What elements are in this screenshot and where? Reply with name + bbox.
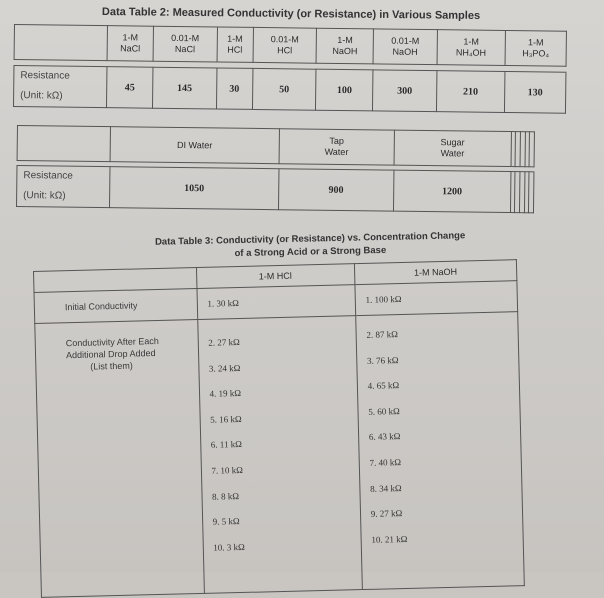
naoh-values-list <box>366 326 523 560</box>
resistance-label <box>17 166 110 208</box>
resistance-label-text: Resistance <box>20 70 70 82</box>
list-item: 10. 3 kΩ <box>213 541 245 553</box>
list-item: 10. 21 kΩ <box>371 533 408 545</box>
sample-header: Sugar Water <box>394 130 511 166</box>
table-cell-empty <box>17 126 110 162</box>
sample-header: DI Water <box>110 127 279 164</box>
column-header-hcl: 1-M HCl <box>196 264 355 289</box>
hcl-values-list <box>208 334 361 568</box>
initial-conductivity-label: Initial Conductivity <box>34 289 197 324</box>
list-item: 9. 27 kΩ <box>370 508 403 519</box>
resistance-value: 130 <box>504 72 566 114</box>
initial-naoh-value: 1. 100 kΩ <box>355 281 518 316</box>
list-item: 7. 40 kΩ <box>369 457 402 468</box>
sample-header: 0.01-M HCl <box>253 27 317 63</box>
list-item: 2. 27 kΩ <box>208 336 240 348</box>
sample-header: 1-M NH₄OH <box>437 30 506 66</box>
data-table-2 <box>13 24 567 114</box>
table2-title: Data Table 2: Measured Conductivity (or Resistance) in Various Samples <box>101 6 481 22</box>
list-item: 4. 65 kΩ <box>367 380 400 392</box>
table2b-resistance-row <box>17 166 534 213</box>
after-drops-label-line3: (List them) <box>90 360 133 372</box>
list-item: 9. 5 kΩ <box>212 516 240 527</box>
list-item: 6. 11 kΩ <box>210 439 243 451</box>
sample-header: 1-M NaCl <box>107 26 153 62</box>
sample-header: 1-M H₃PO₄ <box>505 31 566 67</box>
sample-header: Tap Water <box>279 129 395 165</box>
sample-header: 0.01-M NaCl <box>153 26 217 62</box>
resistance-value <box>529 172 534 213</box>
resistance-value: 100 <box>316 69 373 111</box>
list-item: 5. 16 kΩ <box>210 413 242 425</box>
resistance-label <box>13 66 106 108</box>
resistance-label-text: Resistance <box>23 170 73 182</box>
list-item: 3. 24 kΩ <box>208 362 241 374</box>
after-drops-row <box>35 312 525 598</box>
sample-header: 1-M HCl <box>217 27 254 62</box>
hcl-values-cell <box>197 316 362 594</box>
list-item: 8. 8 kΩ <box>211 490 240 502</box>
list-item: 2. 87 kΩ <box>366 329 398 340</box>
table3-title-line2: of a Strong Acid or a Strong Base <box>234 244 387 260</box>
list-item: 4. 19 kΩ <box>209 388 242 399</box>
initial-hcl-value: 1. 30 kΩ <box>197 285 356 320</box>
resistance-value: 900 <box>278 169 394 211</box>
list-item: 7. 10 kΩ <box>211 464 244 476</box>
table-cell-empty <box>14 25 107 61</box>
resistance-value: 1200 <box>393 170 510 212</box>
unit-label-text: (Unit: kΩ) <box>23 190 66 202</box>
resistance-value: 1050 <box>109 167 278 210</box>
resistance-value: 30 <box>216 68 253 109</box>
data-table-2-continued <box>16 125 535 213</box>
resistance-value: 50 <box>252 68 316 110</box>
table3-title <box>145 229 475 262</box>
sample-header: 0.01-M NaOH <box>373 29 437 65</box>
after-drops-label-line1: Conductivity After Each <box>65 335 159 349</box>
list-item: 5. 60 kΩ <box>368 405 400 417</box>
after-drops-label-line2: Additional Drop Added <box>65 348 156 361</box>
data-table-3 <box>33 259 525 598</box>
resistance-value: 210 <box>436 71 505 113</box>
list-item: 8. 34 kΩ <box>370 482 402 494</box>
resistance-value: 300 <box>373 70 437 112</box>
resistance-value: 45 <box>106 67 153 109</box>
sample-header <box>529 132 534 167</box>
after-drops-label <box>35 320 204 598</box>
table2-resistance-row <box>13 66 565 114</box>
table3-title-line1: Data Table 3: Conductivity (or Resistance) vs. Concentration Change <box>154 230 466 248</box>
list-item: 3. 76 kΩ <box>366 354 399 366</box>
unit-label-text: (Unit: kΩ) <box>20 90 63 102</box>
list-item: 6. 43 kΩ <box>368 431 401 443</box>
sample-header: 1-M NaOH <box>316 28 373 64</box>
naoh-values-cell <box>355 312 524 590</box>
resistance-value: 145 <box>152 67 216 109</box>
column-header-naoh: 1-M NaOH <box>354 260 517 285</box>
